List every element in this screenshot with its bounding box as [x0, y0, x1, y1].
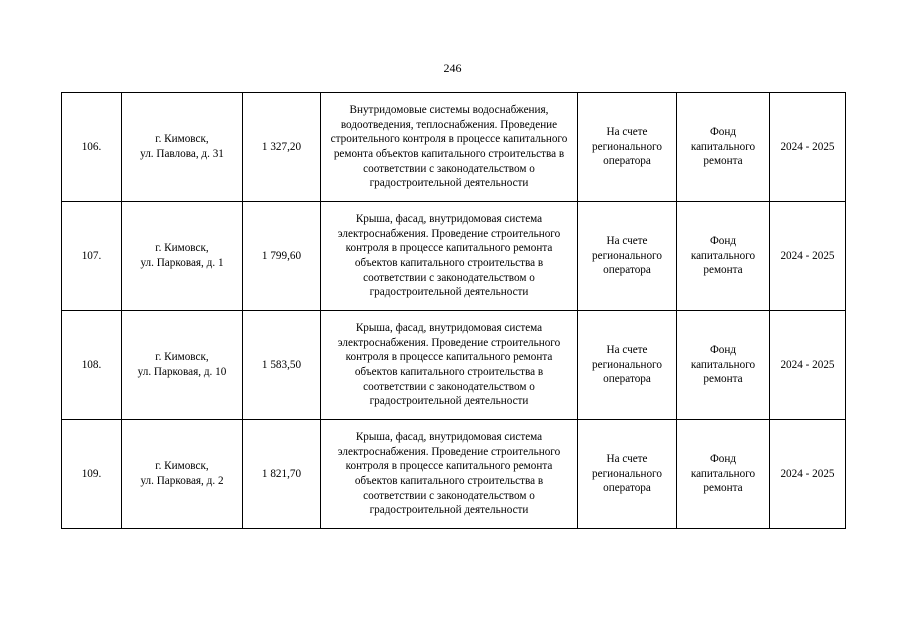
address-city: г. Кимовск,	[155, 133, 209, 146]
account-cell: На счете регионального оператора	[578, 311, 677, 420]
period-cell: 2024 - 2025	[770, 202, 846, 311]
area-cell: 1 799,60	[243, 202, 321, 311]
funding-source-cell: Фонд капитального ремонта	[677, 93, 770, 202]
account-cell: На счете регионального оператора	[578, 93, 677, 202]
table-row	[62, 420, 846, 529]
repair-registry-table	[61, 92, 846, 529]
works-cell: Крыша, фасад, внутридомовая система электроснабжения. Проведение строительного контроля в процессе капитального ремонта объектов капитального строительства в соответствии с законодательством о градостроительной деятельности	[321, 311, 578, 420]
address-street: ул. Парковая, д. 1	[140, 257, 224, 269]
row-number: 108.	[62, 311, 122, 420]
account-cell: На счете регионального оператора	[578, 202, 677, 311]
period-cell: 2024 - 2025	[770, 93, 846, 202]
address-cell	[122, 420, 243, 529]
table-row	[62, 202, 846, 311]
works-cell: Крыша, фасад, внутридомовая система электроснабжения. Проведение строительного контроля в процессе капитального ремонта объектов капитального строительства в соответствии с законодательством о градостроительной деятельности	[321, 202, 578, 311]
works-cell: Внутридомовые системы водоснабжения, водоотведения, теплоснабжения. Проведение строительного контроля в процессе капитального ремонта объектов капитального строительства в соответствии с законодательством о градостроительной деятельности	[321, 93, 578, 202]
row-number: 107.	[62, 202, 122, 311]
row-number: 106.	[62, 93, 122, 202]
address-street: ул. Парковая, д. 10	[137, 366, 227, 378]
table-row	[62, 93, 846, 202]
table-row	[62, 311, 846, 420]
address-city: г. Кимовск,	[155, 242, 209, 255]
address-cell	[122, 311, 243, 420]
area-cell: 1 583,50	[243, 311, 321, 420]
period-cell: 2024 - 2025	[770, 311, 846, 420]
area-cell: 1 821,70	[243, 420, 321, 529]
area-cell: 1 327,20	[243, 93, 321, 202]
address-street: ул. Павлова, д. 31	[140, 148, 224, 160]
works-cell: Крыша, фасад, внутридомовая система электроснабжения. Проведение строительного контроля в процессе капитального ремонта объектов капитального строительства в соответствии с законодательством о градостроительной деятельности	[321, 420, 578, 529]
funding-source-cell: Фонд капитального ремонта	[677, 202, 770, 311]
period-cell: 2024 - 2025	[770, 420, 846, 529]
funding-source-cell: Фонд капитального ремонта	[677, 420, 770, 529]
page-number: 246	[443, 61, 462, 75]
address-cell	[122, 93, 243, 202]
row-number: 109.	[62, 420, 122, 529]
address-city: г. Кимовск,	[155, 460, 209, 473]
address-city: г. Кимовск,	[155, 351, 209, 364]
account-cell: На счете регионального оператора	[578, 420, 677, 529]
funding-source-cell: Фонд капитального ремонта	[677, 311, 770, 420]
address-cell	[122, 202, 243, 311]
address-street: ул. Парковая, д. 2	[140, 475, 224, 487]
